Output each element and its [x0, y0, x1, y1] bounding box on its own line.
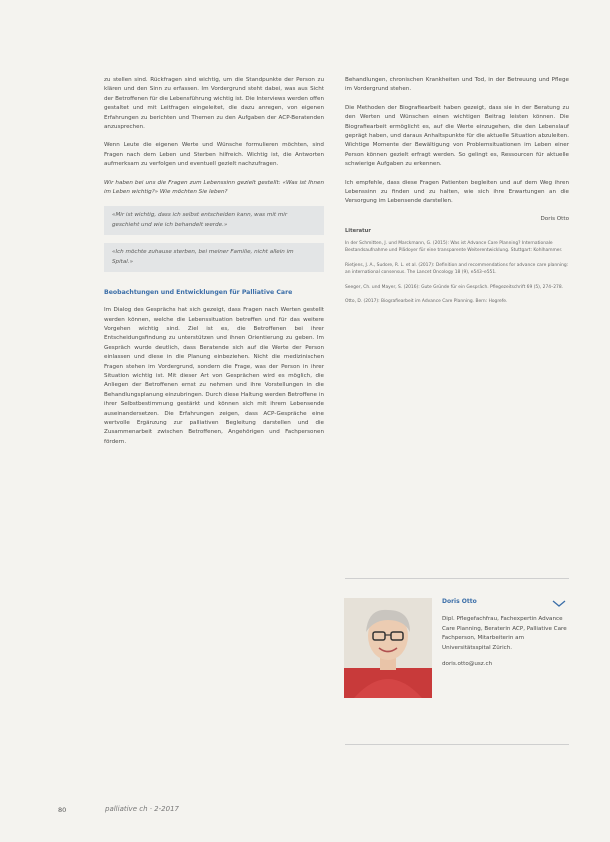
- bio-name: Doris Otto: [442, 598, 477, 605]
- separator-line: [345, 744, 569, 745]
- separator-line: [345, 578, 569, 579]
- author-bio: [442, 598, 570, 667]
- bio-email[interactable]: doris.otto@usz.ch: [442, 661, 493, 668]
- body-paragraph: Wenn Leute die eigenen Werte und Wünsche formulieren möchten, sind Fragen nach dem Leben und Sterben hilfreich. Wichtig ist, die Antworten aufmerksam zu verfolgen und eventuell gezielt nachzufragen.: [104, 142, 324, 168]
- literature-title: Literatur: [345, 227, 371, 234]
- body-paragraph: Die Methoden der Biografiearbeit haben gezeigt, dass sie in der Beratung zu den Werten und Wünschen einen wichtigen Beitrag leisten können. Die Biografiearbeit ermöglicht es, auf die Werte einzugehen, die den Lebenslauf geprägt haben, und daraus Anhaltspunkte für die aktuelle Situation abzuleiten. Wichtige Momente der Bewältigung von Problemsituationen im Leben einer Person können gezielt erfragt werden. So gelingt es, Ressourcen für aktuelle schwierige Aufgaben zu erkennen.: [345, 104, 569, 168]
- body-paragraph-italic: Wir haben bei uns die Fragen zum Lebenssinn gezielt gestellt: «Was ist Ihnen im Leben wichtig?» Wie möchten Sie leben?: [104, 179, 324, 196]
- section-heading: Beobachtungen und Entwicklungen für Palliative Care: [104, 289, 293, 297]
- body-paragraph: Behandlungen, chronischen Krankheiten und Tod, in der Betreuung und Pflege im Vordergrund stehen.: [345, 77, 569, 93]
- literature-entry: Seeger, Ch. und Mayer, S. (2016): Gute Gründe für ein Gespräch. Pflegezeitschrift 69 (5), 274–278.: [345, 284, 564, 290]
- body-paragraph: Ich empfehle, dass diese Fragen Patienten begleiten und auf dem Weg ihren Lebenssinn zu finden und zu halten, wie sich ihre Erwartungen an die Versorgung im Lebensende darstellen.: [345, 179, 569, 205]
- literature-entry: Otto, D. (2017): Biografiearbeit im Advance Care Planning. Bern: Hogrefe.: [345, 298, 508, 304]
- author-signature: Doris Otto: [540, 215, 569, 222]
- literature-entry: In der Schmitten, J. und Marckmann, G. (2015): Was ist Advance Care Planning? Internationale Bestandsaufnahme und Plädoyer für eine transparente Weiterentwicklung. Stuttgart: Kohlhammer.: [345, 240, 563, 254]
- right-column: [345, 76, 569, 312]
- portrait-illustration: [344, 598, 432, 698]
- literature-entry: Rietjens, J. A., Sudore, R. L. et al. (2017): Definition and recommendations for advance care planning: an international consensus. The Lancet Oncology 18 (9), e543–e551.: [345, 262, 569, 276]
- journal-name: palliative ch · 2-2017: [105, 805, 179, 813]
- left-column: [104, 76, 324, 456]
- body-paragraph: zu stellen sind. Rückfragen sind wichtig, um die Standpunkte der Person zu klären und den Sinn zu erfassen. Im Vordergrund steht dabei, was aus Sicht der Betroffenen für die Lebensführung wichtig ist. Die Interviews werden offen gestaltet und mit Leitfragen eingeleitet, die dazu anregen, von eigenen Erfahrungen zu berichten und Themen zu den Aufgaben der ACP-Beratenden anzusprechen.: [104, 77, 324, 131]
- bio-text: Dipl. Pflegefachfrau, Fachexpertin Advance Care Planning, Beraterin ACP, Palliative Care Fachperson, Mitarbeiterin am Universitätsspital Zürich.: [442, 616, 567, 651]
- hook-icon: [552, 600, 566, 608]
- quote-box: «Mir ist wichtig, dass ich selbst entscheiden kann, was mit mir geschieht und wie ich behandelt werde.»: [104, 206, 324, 235]
- page-number: 80: [58, 806, 67, 814]
- author-photo: [344, 598, 432, 698]
- body-paragraph: Im Dialog des Gesprächs hat sich gezeigt, dass Fragen nach Werten gestellt werden können, welche die Lebenssituation betreffen und für das weitere Vorgehen wichtig sind. Ziel ist es, die Betroffenen bei ihrer Entscheidungsfindung zu unterstützen und ihnen Orientierung zu geben. Im Gespräch wurde deutlich, dass Beratende sich auf die Werte der Person einlassen und diese in die Planung einbeziehen. Nicht die medizinischen Fragen stehen im Vordergrund, sondern die Frage, was der Person in ihrer Situation wichtig ist. Mit dieser Art von Gesprächen wird es möglich, die Anliegen der Betroffenen ernst zu nehmen und ihre Vorstellungen in die Behandlungsplanung einzubringen. Durch diese Haltung werden Betroffene in ihrer Selbstbestimmung gestärkt und können sich mit ihrem Lebensende auseinandersetzen. Die Erfahrungen zeigen, dass ACP-Gespräche eine wertvolle Ergänzung zur palliativen Begleitung darstellen und die Zusammenarbeit zwischen Betroffenen, Angehörigen und Fachpersonen fördern.: [104, 307, 324, 445]
- quote-box: «Ich möchte zuhause sterben, bei meiner Familie, nicht allein im Spital.»: [104, 243, 324, 272]
